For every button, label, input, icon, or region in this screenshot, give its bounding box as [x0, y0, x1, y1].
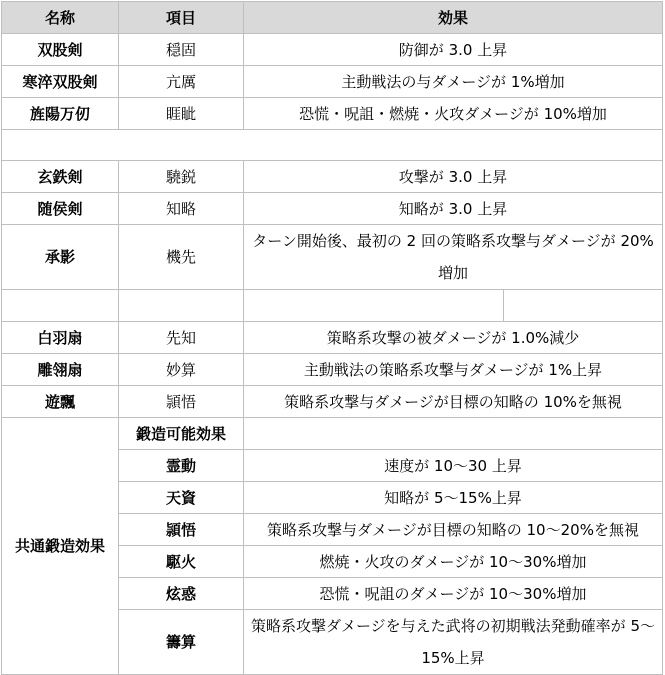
table-row	[2, 193, 663, 225]
spacer-cell	[2, 290, 119, 322]
effect-text: ターン開始後、最初の 2 回の策略系攻撃与ダメージが 20%増加	[244, 225, 663, 290]
weapon-name: 雕翎扇	[2, 354, 119, 386]
forge-effect: 策略系攻撃与ダメージが目標の知略の 10～20%を無視	[244, 514, 663, 546]
effect-text: 主動戦法の与ダメージが 1%増加	[244, 66, 663, 98]
equipment-effects-table	[1, 1, 663, 675]
effect-item: 頴悟	[119, 386, 244, 418]
weapon-name: 白羽扇	[2, 322, 119, 354]
effect-text: 恐慌・呪詛・燃焼・火攻ダメージが 10%増加	[244, 98, 663, 130]
effect-text: 防御が 3.0 上昇	[244, 34, 663, 66]
weapon-name: 旌陽万仞	[2, 98, 119, 130]
forge-effect: 恐慌・呪詛のダメージが 10～30%増加	[244, 578, 663, 610]
spacer-cell	[2, 130, 663, 161]
header-item: 項目	[119, 2, 244, 34]
forge-group-name: 共通鍛造効果	[2, 418, 119, 675]
table-row	[2, 322, 663, 354]
forge-effect: 知略が 5～15%上昇	[244, 482, 663, 514]
spacer-cell	[244, 290, 663, 322]
weapon-name: 寒淬双股剣	[2, 66, 119, 98]
forge-header-empty	[244, 418, 663, 450]
weapon-name: 遊飄	[2, 386, 119, 418]
table-row	[2, 354, 663, 386]
weapon-name: 承影	[2, 225, 119, 290]
forge-effect: 燃焼・火攻のダメージが 10～30%増加	[244, 546, 663, 578]
effect-text: 策略系攻撃与ダメージが目標の知略の 10%を無視	[244, 386, 663, 418]
table-row	[2, 161, 663, 193]
effect-item: 機先	[119, 225, 244, 290]
forge-item: 炫惑	[119, 578, 244, 610]
forge-header: 鍛造可能効果	[119, 418, 244, 450]
table-row	[2, 34, 663, 66]
effect-item: 妙算	[119, 354, 244, 386]
forge-item: 霊動	[119, 450, 244, 482]
effect-item: 穏固	[119, 34, 244, 66]
forge-header-row	[2, 418, 663, 450]
effect-item: 知略	[119, 193, 244, 225]
effect-item: 先知	[119, 322, 244, 354]
forge-effect: 策略系攻撃ダメージを与えた武将の初期戦法発動確率が 5～15%上昇	[244, 610, 663, 675]
header-name: 名称	[2, 2, 119, 34]
table-row	[2, 225, 663, 290]
forge-effect: 速度が 10～30 上昇	[244, 450, 663, 482]
effect-item: 驍鋭	[119, 161, 244, 193]
spacer-cell	[119, 290, 244, 322]
weapon-name: 随侯剣	[2, 193, 119, 225]
header-effect: 効果	[244, 2, 663, 34]
weapon-name: 双股剣	[2, 34, 119, 66]
forge-item: 頴悟	[119, 514, 244, 546]
spacer-row	[2, 290, 663, 322]
cell-divider	[503, 290, 504, 321]
effect-item: 亢厲	[119, 66, 244, 98]
effect-text: 策略系攻撃の被ダメージが 1.0%減少	[244, 322, 663, 354]
forge-item: 駆火	[119, 546, 244, 578]
effect-text: 攻撃が 3.0 上昇	[244, 161, 663, 193]
table-row	[2, 386, 663, 418]
spacer-row	[2, 130, 663, 161]
effect-text: 主動戦法の策略系攻撃与ダメージが 1%上昇	[244, 354, 663, 386]
effect-item: 睚眦	[119, 98, 244, 130]
weapon-name: 玄鉄剣	[2, 161, 119, 193]
forge-item: 籌算	[119, 610, 244, 675]
table-row	[2, 98, 663, 130]
table-row	[2, 66, 663, 98]
effect-text: 知略が 3.0 上昇	[244, 193, 663, 225]
forge-item: 天資	[119, 482, 244, 514]
header-row	[2, 2, 663, 34]
